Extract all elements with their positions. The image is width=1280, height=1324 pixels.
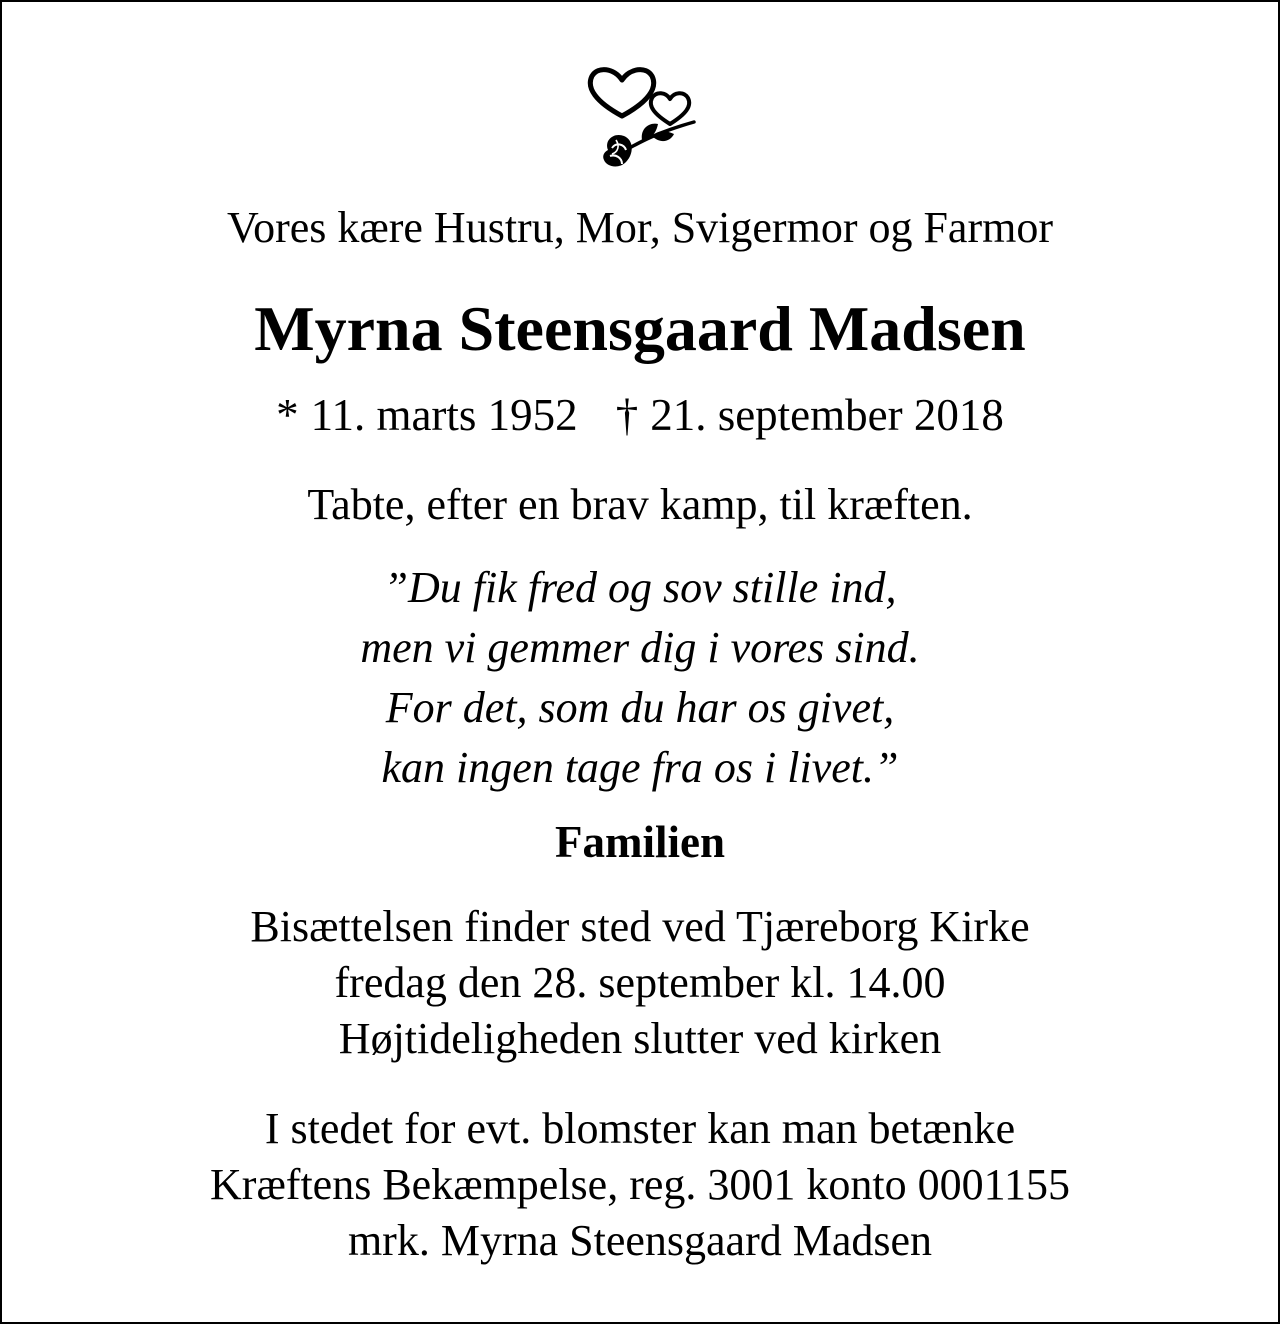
donation-line: I stedet for evt. blomster kan man betænke xyxy=(264,1104,1016,1153)
birth-symbol: * xyxy=(276,390,299,440)
life-dates xyxy=(2,387,1278,443)
poem-line: kan ingen tage fra os i livet.” xyxy=(381,743,899,792)
funeral-line: Bisættelsen finder sted ved Tjæreborg Kirke xyxy=(250,902,1030,951)
deceased-name: Myrna Steensgaard Madsen xyxy=(254,293,1026,364)
birth-date: 11. marts 1952 xyxy=(310,390,578,440)
death-date: 21. september 2018 xyxy=(650,390,1004,440)
donation-line: mrk. Myrna Steensgaard Madsen xyxy=(347,1216,933,1265)
hearts-and-rose-icon xyxy=(582,64,700,174)
funeral-details xyxy=(2,899,1278,1067)
signoff: Familien xyxy=(555,817,725,867)
intro-line: Vores kære Hustru, Mor, Svigermor og Farmor xyxy=(226,203,1053,252)
poem-line: men vi gemmer dig i vores sind. xyxy=(360,623,920,672)
poem-line: ”Du fik fred og sov stille ind, xyxy=(383,563,897,612)
death-symbol: † xyxy=(615,390,639,440)
poem-line: For det, som du har os givet, xyxy=(385,683,895,732)
donation-line: Kræftens Bekæmpelse, reg. 3001 konto 0001155 xyxy=(210,1160,1070,1209)
cause-line: Tabte, efter en brav kamp, til kræften. xyxy=(307,480,973,529)
memorial-poem xyxy=(2,558,1278,798)
funeral-line: Højtideligheden slutter ved kirken xyxy=(338,1014,942,1063)
donation-details xyxy=(2,1101,1278,1269)
funeral-line: fredag den 28. september kl. 14.00 xyxy=(334,958,946,1007)
